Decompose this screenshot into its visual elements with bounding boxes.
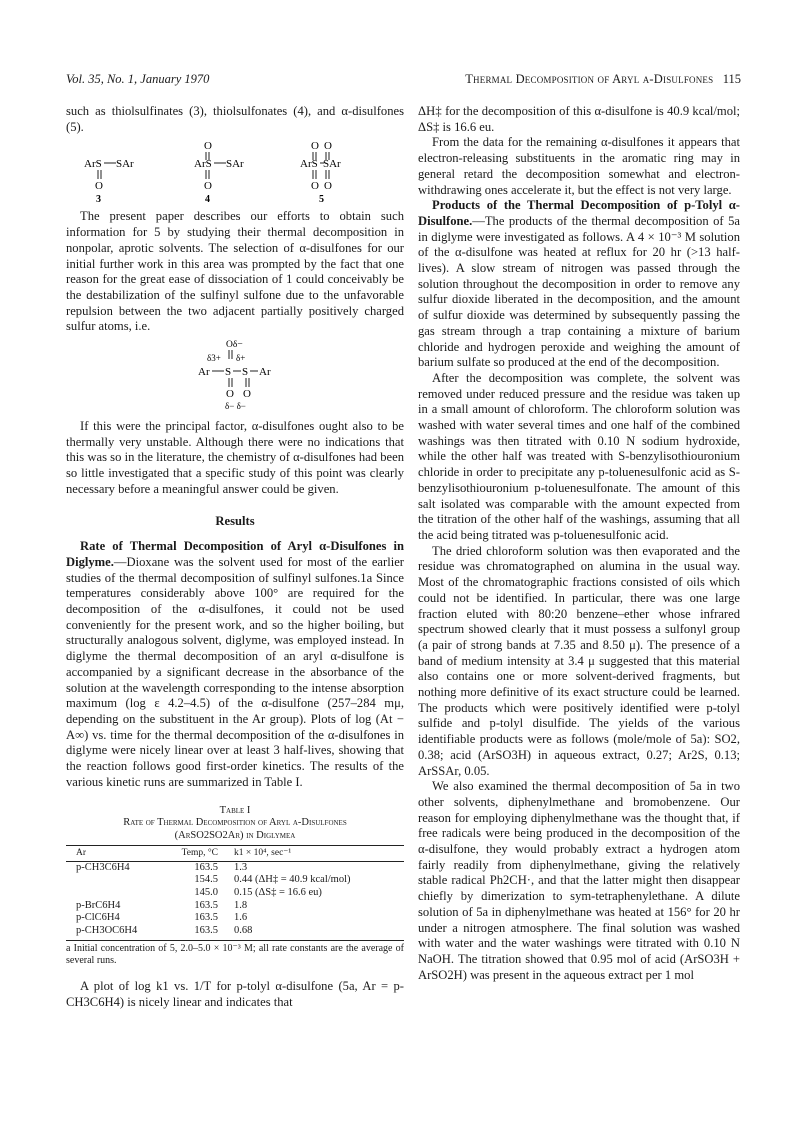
struct4-oxygen-top: O [204,140,212,153]
table-cell: 1.6 [234,912,248,924]
table-cell: p-CH3C6H4 [76,861,130,873]
table-row [66,925,404,938]
paragraph: A plot of log k1 vs. 1/T for p-tolyl α-disulfone (5a, Ar = p-CH3C6H4) is nicely linear and indicates that [66,979,404,1010]
table-title: Table I [219,804,251,816]
charge-delta-left: δ3+ [207,353,221,364]
table-cell: 163.5 [194,924,218,936]
charge-structure [66,335,404,419]
table-cell [66,887,158,900]
running-header [66,72,741,92]
right-column [418,104,740,983]
struct4-right: SAr [226,158,244,171]
table-1 [66,805,404,968]
struct5-left: ArS [300,158,318,171]
paragraph: If this were the principal factor, α-disulfones ought also to be thermally very unstable. Although there were no indications that this was so in the literature, the chemistry of α-disulfones had been so little investigated that a specific study of this point was clearly necessary before a meaningful answer could be given. [66,419,404,496]
table-row [66,887,404,900]
struct4-left: ArS [194,158,212,171]
struct4-oxygen-bottom: O [204,180,212,193]
journal-volume: Vol. 35, No. 1, January 1970 [66,72,210,86]
products-heading: Products of the Thermal Decomposition of p-Tolyl α-Disulfone. [418,198,740,228]
table-row [66,912,404,925]
header-title: Thermal Decomposition of Aryl α-Disulfones [465,72,714,86]
rate-text: —Dioxane was the solvent used for most of the earlier studies of the thermal decomposition of sulfinyl sulfones.1a Since temperatures considerably above 100° are required for the decomposition of the α-disulfones, it could not be used conveniently for the present work, and so the higher boiling, but structurally analogous solvent, diglyme, was employed instead. In diglyme the thermal decomposition of an aryl α-disulfone is accompanied by a significant decrease in the absorbance of the solution at the wavelength corresponding to the intense absorption maximum (log ε 4.2–4.5) of the α-disulfone (257–284 mμ, depending on the substituent in the Ar group). Plots of log (At − A∞) vs. time for the thermal decomposition of the α-disulfones in diglyme were nicely linear over at least 3 half-lives, showing that the reaction follows good first-order kinetics. The results of the various kinetic runs are summarized in Table I. [66,554,404,789]
struct5-right: SAr [323,158,341,171]
paragraph: The present paper describes our efforts to obtain such information for 5 by studying their thermal decomposition in nonpolar, aprotic solvents. The selection of α-disulfones for our initial further work in this area was prompted by the fact that one reason for the great ease of dissociation of 1 could conceivably be the destabilization of the sulfinyl sulfone due to the unfavorable repulsion between the two adjacent partially positively charged sulfur atoms, i.e. [66,209,404,334]
table-cell [66,874,158,887]
paragraph: ΔH‡ for the decomposition of this α-disulfone is 40.9 kcal/mol; ΔS‡ is 16.6 eu. [418,104,740,134]
paragraph: From the data for the remaining α-disulfones it appears that electron-releasing substituents in the aromatic ring may in general retard the decomposition somewhat and electron-withdrawing ones accelerate it, but the effect is not very large. [418,135,740,197]
table-cell: 0.68 [234,924,253,936]
paragraph [418,198,740,371]
column-header: k1 × 10⁴, sec⁻¹ [234,846,404,862]
page-number: 115 [722,72,741,86]
charge-ar-right: Ar [259,366,271,379]
table-cell: 163.5 [194,861,218,873]
table-row [66,900,404,913]
struct4-label: 4 [205,194,210,206]
charge-diagram [66,335,404,419]
paragraph: After the decomposition was complete, the solvent was removed under reduced pressure and the residue was taken up in a small amount of chloroform. The chloroform solution was washed with water several times and one half of the combined washings was then titrated with 0.10 N sodium hydroxide, while the other half was treated with S-benzylisothiouronium chloride in order to precipitate any p-toluenesulfonic acid as S-benzylisothiouronium p-toluenesulfonate. The amount of this salt isolated was comparable with the amount expected from the titration of the other half of the washings, assuming that all the acid being titrated was p-toluenesulfonic acid. [418,370,740,542]
table-cell: 1.8 [234,899,248,911]
charge-o-bottom-left: O [226,388,234,401]
data-table [66,845,404,937]
table-cell: 0.15 (ΔS‡ = 16.6 eu) [234,887,322,899]
struct3-oxygen: O [95,180,103,193]
struct5-oxygen-bottom-left: O [311,180,319,193]
table-cell: p-ClC6H4 [76,912,120,924]
table-row [66,861,404,874]
struct5-oxygen-top-left: O [311,140,319,153]
charge-s-left: S [225,366,232,379]
paragraph: such as thiolsulfinates (3), thiolsulfonates (4), and α-disulfones (5). [66,104,404,134]
charge-delta-bottom: δ− δ− [225,401,246,412]
charge-o-top: Oδ− [226,340,243,351]
struct3-left: ArS [84,158,102,171]
struct3-label: 3 [96,194,101,206]
struct3-right: SAr [116,158,134,171]
table-row [66,874,404,887]
charge-ar-left: Ar [198,366,210,379]
table-cell: p-BrC6H4 [76,899,121,911]
table-cell: 0.44 (ΔH‡ = 40.9 kcal/mol) [234,874,351,886]
table-cell: 163.5 [194,899,218,911]
charge-s-right: S [242,366,249,379]
table-caption-2: (ArSO2SO2Ar) in Diglymea [174,829,296,841]
charge-delta-right: δ+ [236,353,246,364]
paragraph: The dried chloroform solution was then evaporated and the residue was chromatographed on alumina in the usual way. Most of the chromatographic fractions consisted of oils which could not be identified. In particular, there was one large fraction eluted with 80:20 benzene–ether whose infrared spectrum showed clearly that it must possess a sulfonyl group (a pair of strong bands at 7.35 and 8.50 μ). The presence of a band of medium intensity at 3.4 μ suggested that this material also contains one or more solvent-derived fragments, but nothing more definitive of its exact structure could be learned. The products which were positively identified were p-tolyl sulfide and p-tolyl disulfide. The yields of the various identifiable products were as follows (mole/mole of 5a): SO2, 0.38; acid (ArSO3H) in aqueous extract, 0.27; Ar2S, 0.13; ArSSAr, 0.05. [418,543,740,778]
struct5-label: 5 [319,194,324,206]
structure-diagram [66,135,404,209]
paragraph [66,539,404,790]
table-caption-1: Rate of Thermal Decomposition of Aryl α-Disulfones [123,817,347,829]
column-header: Ar [66,846,158,862]
rate-heading: Rate of Thermal Decomposition of Aryl α-Disulfones in Diglyme. [66,539,404,569]
header-title-page [465,72,741,87]
paragraph: We also examined the thermal decomposition of 5a in two other solvents, diphenylmethane and bromobenzene. Our reason for employing diphenylmethane was the thought that, if free radicals were being produced in the decomposition of the α-disulfone, they would probably extract a hydrogen atom fairly readily from diphenylmethane, giving the relatively stable radical Ph2CH·, and that the latter might then disappear chiefly by dimerization to sym-tetraphenylethane. A dilute solution of 5a in diphenylmethane was heated at 156° for 20 hr under a nitrogen atmosphere. The final solution was washed with water and the water washings were titrated with 0.10 N NaOH. The titration showed that 0.95 mol of acid (ArSO3H + ArSO2H) was present in the aqueous extract per 1 mol [418,779,740,982]
table-cell: 1.3 [234,861,248,873]
table-cell: 163.5 [194,912,218,924]
charge-o-bottom-right: O [243,388,251,401]
table-cell: p-CH3OC6H4 [76,924,138,936]
struct5-oxygen-top-right: O [324,140,332,153]
structures-3-4-5 [66,135,404,209]
products-text: —The products of the thermal decomposition of 5a in diglyme were investigated as follows. A 4 × 10⁻³ M solution of the α-disulfone was heated at reflux for 20 hr (>13 half-lives). A slow stream of nitrogen was passed through the solution throughout the decomposition in order to remove any sulfur dioxide liberated in the decomposition, and the amount of sulfur dioxide was determined by subsequently passing the gas stream through a trap containing a mixture of barium chloride and hydrogen peroxide and weighing the amount of barium sulfate so produced at the end of the decomposition. [418,213,740,370]
table-footnote: a Initial concentration of 5, 2.0–5.0 × 10⁻³ M; all rate constants are the average of several runs. [66,940,404,967]
table-cell: 154.5 [194,874,218,886]
left-column [66,104,404,1011]
results-heading: Results [215,513,255,528]
table-cell: 145.0 [194,887,218,899]
struct5-oxygen-bottom-right: O [324,180,332,193]
column-header: Temp, °C [158,846,234,862]
